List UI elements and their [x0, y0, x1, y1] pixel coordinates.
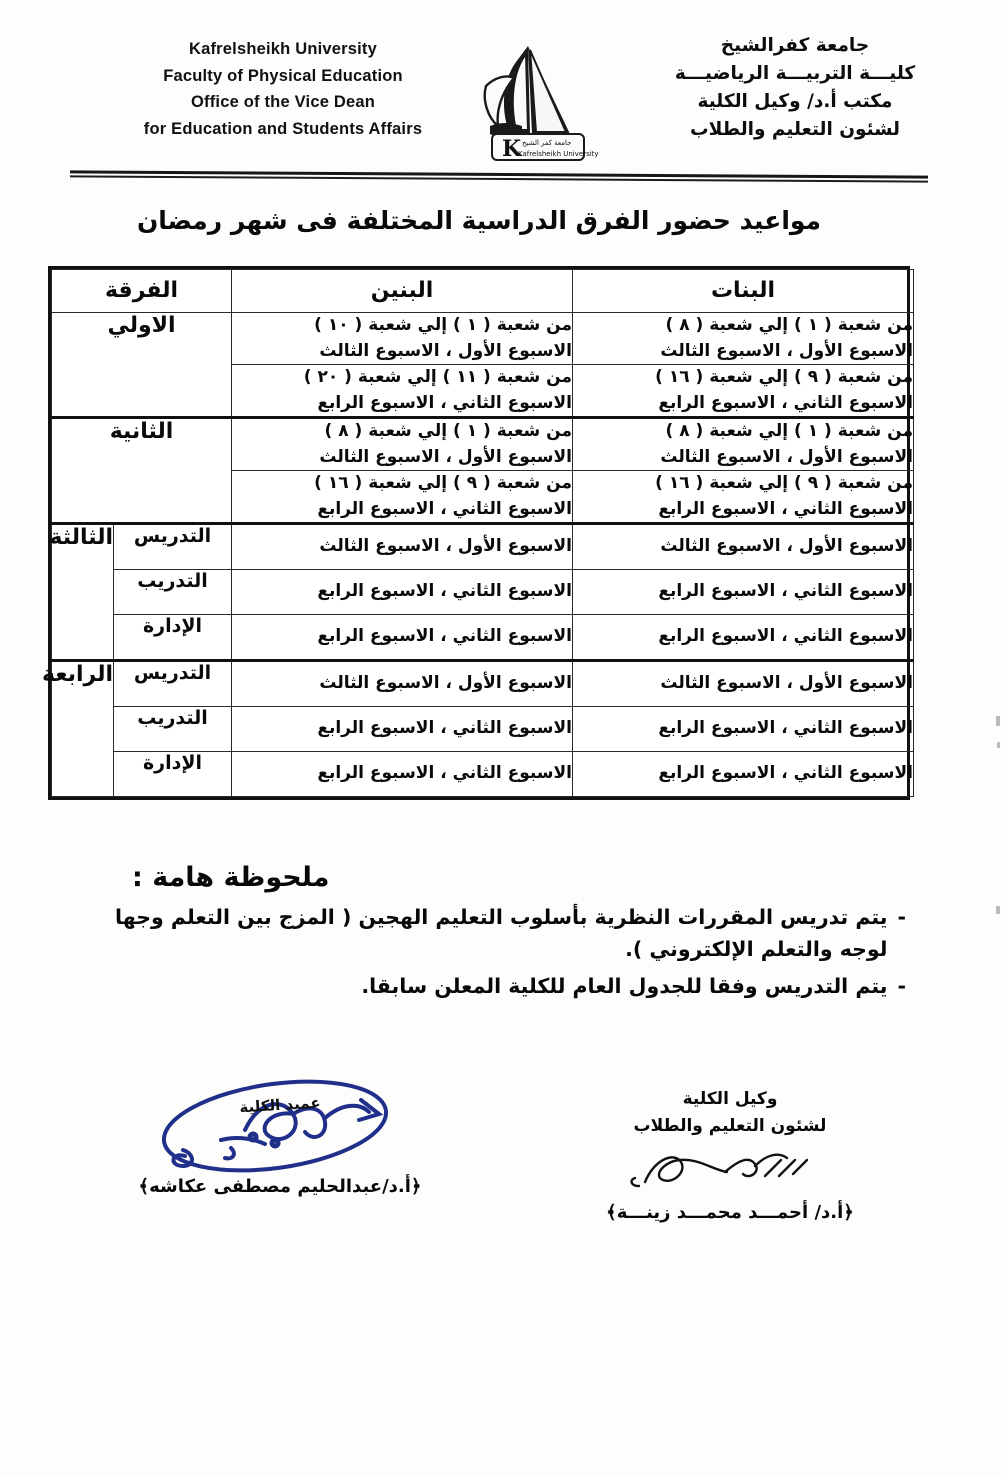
- cell-girls: الاسبوع الأول ، الاسبوع الثالث: [573, 661, 914, 707]
- cell-boys: [232, 313, 573, 365]
- table-row: [52, 661, 914, 707]
- cell-boys: الاسبوع الأول ، الاسبوع الثالث: [232, 524, 573, 570]
- page-title: مواعيد حضور الفرق الدراسية المختلفة فى شهر رمضان: [136, 206, 822, 235]
- column-header-boys: البنين: [232, 270, 573, 313]
- note-item: [110, 970, 910, 1002]
- table-row: [52, 615, 914, 661]
- dean-stamp-label: عميد الكلية: [238, 1093, 322, 1117]
- header-english-block: [118, 36, 448, 143]
- cell-activity-teaching: التدريس: [114, 524, 232, 570]
- girls-sections-range: من شعبة ( ٩ ) إلي شعبة ( ١٦ ): [655, 367, 914, 387]
- note-item: [110, 901, 910, 966]
- cell-girls: [573, 313, 914, 365]
- document-header: [48, 28, 958, 168]
- header-arabic-line-3: مكتب أ.د/ وكيل الكلية: [697, 91, 893, 113]
- cell-grade-fourth-year: الرابعة: [52, 661, 114, 797]
- cell-grade-first-year: الاولي: [52, 313, 232, 418]
- table-row: [52, 313, 914, 365]
- column-header-girls: البنات: [573, 270, 914, 313]
- vice-dean-name: ﴿أ.د/ أحمـــد محمـــد زينـــة﴾: [606, 1202, 854, 1224]
- schedule-table: [41, 269, 914, 797]
- cell-girls: الاسبوع الثاني ، الاسبوع الرابع: [573, 570, 914, 615]
- boys-sections-range: من شعبة ( ١١ ) إلي شعبة ( ٢٠ ): [303, 367, 573, 387]
- cell-grade-second-year: الثانية: [52, 418, 232, 524]
- girls-weeks: الاسبوع الثاني ، الاسبوع الرابع: [658, 498, 914, 519]
- cell-boys: الاسبوع الثاني ، الاسبوع الرابع: [232, 615, 573, 661]
- table-row: [52, 752, 914, 797]
- logo-caption-english: Kafrelsheikh University: [518, 150, 599, 158]
- note-text: يتم التدريس وفقا للجدول العام للكلية المعلن سابقا.: [361, 973, 888, 998]
- girls-sections-range: من شعبة ( ١ ) إلي شعبة ( ٨ ): [665, 315, 914, 335]
- boys-sections-range: من شعبة ( ١ ) إلي شعبة ( ٨ ): [324, 421, 573, 441]
- boys-weeks: الاسبوع الثاني ، الاسبوع الرابع: [317, 392, 573, 413]
- vice-dean-handwritten-signature: [540, 1142, 920, 1198]
- cell-boys: [232, 418, 573, 471]
- cell-girls: [573, 471, 914, 524]
- table-row: [52, 418, 914, 471]
- girls-weeks: الاسبوع الثاني ، الاسبوع الرابع: [658, 392, 914, 413]
- signature-block-vice-dean: [540, 1086, 920, 1223]
- cell-girls: الاسبوع الثاني ، الاسبوع الرابع: [573, 707, 914, 752]
- table-header-row: [52, 270, 914, 313]
- cell-activity-administration: الإدارة: [114, 752, 232, 797]
- note-bullet-dash: -: [897, 905, 906, 929]
- cell-boys: الاسبوع الثاني ، الاسبوع الرابع: [232, 570, 573, 615]
- scan-artifact: [997, 742, 1000, 748]
- vice-dean-role-line-2: لشئون التعليم والطلاب: [633, 1116, 827, 1137]
- header-english-line-3: Office of the Vice Dean: [190, 93, 375, 112]
- cell-activity-administration: الإدارة: [114, 615, 232, 661]
- cell-boys: [232, 471, 573, 524]
- girls-weeks: الاسبوع الأول ، الاسبوع الثالث: [660, 340, 914, 361]
- scan-artifact: [996, 906, 1000, 914]
- vice-dean-role-line-1: وكيل الكلية: [682, 1089, 778, 1109]
- cell-girls: [573, 365, 914, 418]
- cell-boys: الاسبوع الثاني ، الاسبوع الرابع: [232, 707, 573, 752]
- cell-girls: الاسبوع الثاني ، الاسبوع الرابع: [573, 615, 914, 661]
- cell-boys: [232, 365, 573, 418]
- cell-activity-training: التدريب: [114, 707, 232, 752]
- girls-sections-range: من شعبة ( ٩ ) إلي شعبة ( ١٦ ): [655, 473, 914, 493]
- svg-text:K: K: [502, 136, 522, 162]
- column-header-grade: الفرقة: [52, 270, 232, 313]
- boys-weeks: الاسبوع الأول ، الاسبوع الثالث: [319, 340, 573, 361]
- girls-weeks: الاسبوع الأول ، الاسبوع الثالث: [660, 446, 914, 467]
- note-bullet-dash: -: [897, 973, 906, 998]
- notes-heading: ملحوظة هامة :: [132, 862, 330, 893]
- header-english-line-4: for Education and Students Affairs: [143, 120, 423, 139]
- dean-handwritten-signature: [110, 1070, 450, 1174]
- header-arabic-line-4: لشئون التعليم والطلاب: [690, 119, 900, 141]
- header-divider-rule: [70, 170, 928, 182]
- scan-artifact: [996, 716, 1000, 726]
- header-english-line-2: Faculty of Physical Education: [163, 66, 403, 85]
- cell-activity-training: التدريب: [114, 570, 232, 615]
- notes-section: [110, 862, 910, 1006]
- note-text: يتم تدريس المقررات النظرية بأسلوب التعليم الهجين ( المزج بين التعلم وجها لوجه والتعلم الإلكتروني ).: [115, 905, 888, 962]
- logo-caption-arabic: جامعة كفر الشيخ: [522, 139, 572, 147]
- header-arabic-line-1: جامعة كفرالشيخ: [720, 35, 870, 56]
- cell-girls: الاسبوع الأول ، الاسبوع الثالث: [573, 524, 914, 570]
- header-arabic-block: [640, 32, 950, 144]
- cell-girls: الاسبوع الثاني ، الاسبوع الرابع: [573, 752, 914, 797]
- cell-girls: [573, 418, 914, 471]
- boys-sections-range: من شعبة ( ١ ) إلي شعبة ( ١٠ ): [314, 315, 573, 335]
- boys-sections-range: من شعبة ( ٩ ) إلي شعبة ( ١٦ ): [314, 473, 573, 493]
- header-arabic-line-2: كليـــة التربيـــة الرياضيـــة: [674, 63, 916, 85]
- header-english-line-1: Kafrelsheikh University: [188, 40, 377, 58]
- cell-boys: الاسبوع الثاني ، الاسبوع الرابع: [232, 752, 573, 797]
- cell-boys: الاسبوع الأول ، الاسبوع الثالث: [232, 661, 573, 707]
- cell-grade-third-year: الثالثة: [52, 524, 114, 661]
- cell-activity-teaching: التدريس: [114, 661, 232, 707]
- boys-weeks: الاسبوع الأول ، الاسبوع الثالث: [319, 446, 573, 467]
- schedule-table-container: [41, 266, 914, 800]
- university-logo: [466, 34, 606, 166]
- table-row: [52, 707, 914, 752]
- table-row: [52, 570, 914, 615]
- dean-name: ﴿أ.د/عبدالحليم مصطفى عكاشه﴾: [138, 1176, 422, 1197]
- boys-weeks: الاسبوع الثاني ، الاسبوع الرابع: [317, 498, 573, 519]
- table-row: [52, 524, 914, 570]
- girls-sections-range: من شعبة ( ١ ) إلي شعبة ( ٨ ): [665, 421, 914, 441]
